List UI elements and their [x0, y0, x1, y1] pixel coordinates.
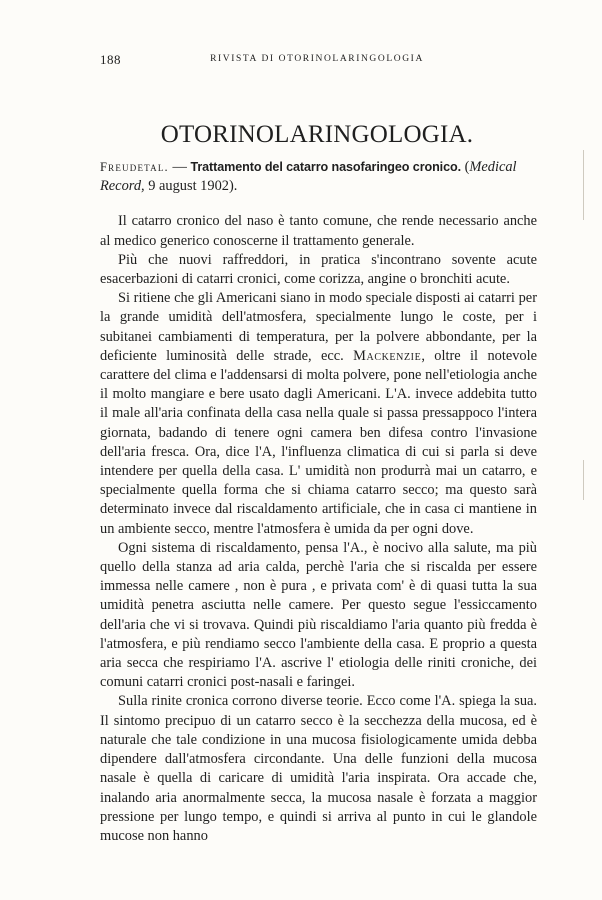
source-open: ( — [460, 159, 470, 175]
margin-mark — [583, 150, 584, 220]
author-name-mackenzie: Mackenzie — [353, 347, 422, 364]
article-header — [100, 158, 537, 196]
paragraph-4: Ogni sistema di riscaldamento, pensa l'A., è nocivo alla salute, ma più quello della stanza ad aria calda, perchè l'aria che si riscalda per essere immessa nelle camere , non è pura , e privata com' è di quasi tutta la sua umidità penetra asciutta nelle camere. Per questo segue l'essiccamento dell'aria che vi si trovava. Quindi più riscaldiamo l'aria quanto più fredda è l'atmosfera, e più rendiamo secco l'ambiente della casa. E proprio a questa aria secca che respiriamo l'A. ascrive l' etiologia delle riniti croniche, dei comuni catarri cronici post-nasali e faringei. — [100, 539, 537, 691]
journal-name: RIVISTA DI OTORINOLARINGOLOGIA — [210, 54, 424, 64]
article-author: Freudetal. — [100, 160, 169, 174]
page-number: 188 — [100, 52, 121, 67]
article-title: Trattamento del catarro nasofaringeo cronico. — [190, 160, 461, 174]
paragraph-5: Sulla rinite cronica corrono diverse teorie. Ecco come l'A. spiega la sua. Il sintomo precipuo di un catarro secco è la secchezza della mucosa, ed è naturale che tale condizione in una mucosa fisiologicamente umida debba dipendere dall'atmosfera circondante. Una delle funzioni della mucosa nasale è quella di caricare di umidità l'aria inspirata. Ora accade che, inalando aria anormalmente secca, la mucosa nasale è forzata a maggior pressione per lungo tempo, e quindi si arriva al punto in cui le glandole mucose non hanno — [100, 693, 537, 844]
article — [100, 158, 537, 846]
paragraph-3 — [100, 289, 537, 539]
article-date: 9 august 1902). — [144, 178, 238, 195]
header-dash: — — [168, 159, 191, 175]
paragraph-3-start: Si ritiene che gli Americani siano in modo speciale disposti ai catarri per la grande umidità dell'atmosfera, specialmente lungo le coste, per i subitanei cambiamenti di temperatura, per la polvere abbondante, per la deficiente luminosità delle strade, ecc. — [100, 290, 537, 364]
article-source: Medical Record, — [100, 159, 517, 195]
section-title: OTORINOLARINGOLOGIA. — [160, 120, 474, 148]
margin-mark — [583, 460, 584, 500]
paragraph-2: Più che nuovi raffreddori, in pratica s'incontrano sovente acute esacerbazioni di catarri cronici, come corizza, angine o bronchiti acute. — [100, 251, 537, 288]
paragraph-1: Il catarro cronico del naso è tanto comune, che rende necessario anche al medico generico conoscerne il trattamento generale. — [100, 213, 537, 249]
paragraph-3-end: , oltre il notevole carattere del clima e l'addensarsi di molta polvere, pone nell'etiologia anche il molto mangiare e bere usato dagli Americani. L'A. invece addebita tutto il male all'aria confinata della casa nella quale si passa pressappoco l'intera giornata, badando di tenere ogni camera ben difesa contro l'invasione dell'aria fresca. Ora, dice l'A, l'influenza climatica di cui si parla si deve intendere per quella della casa. L' umidità non produrrà mai un catarro, e specialmente quella forma che si chiama catarro secco; ma questo sarà determinato invece dal riscaldamento artificiale, che in casa ci mantiene in un ambiente secco, mentre l'atmosfera è umida da per ogni dove. — [100, 347, 537, 537]
running-head — [100, 52, 534, 72]
